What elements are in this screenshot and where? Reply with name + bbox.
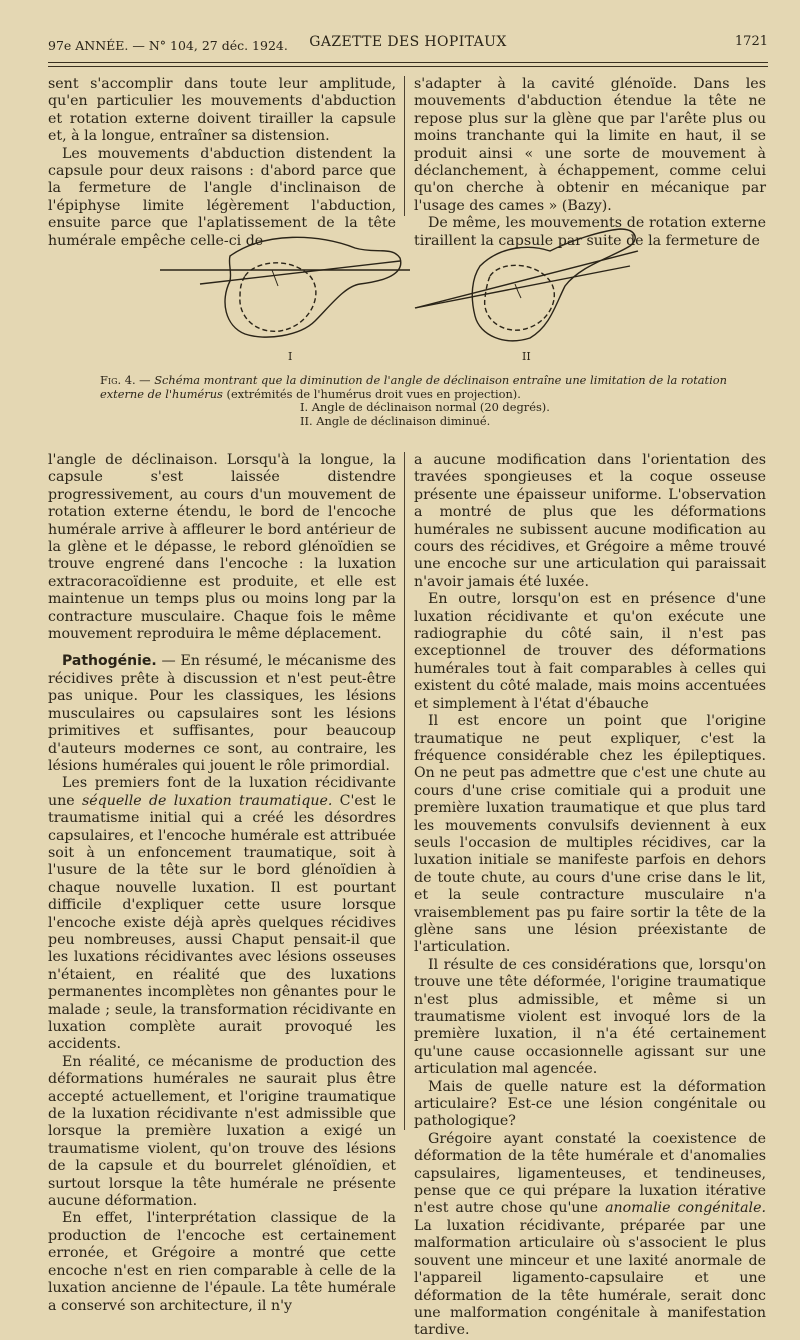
diagram-normal-angle: [160, 237, 410, 337]
bottom-right-column: [414, 452, 766, 1340]
diagram-reduced-angle: [415, 229, 638, 341]
paragraph: l'angle de déclinaison. Lorsqu'à la longue, la capsule s'est laissée distendre progressivement, au cours d'un mouvement de rotation externe étendu, le bord de l'encoche humérale arrive à affleurer le bord antérieur de la glène et le dépasse, le rebord glénoïdien se trouve engrené dans l'encoche : la luxation extracoracoïdienne est produite, et elle est maintenue un temps plus ou moins long par la contracture musculaire. Chaque fois le même mouvement reproduira le même déplacement.: [48, 452, 396, 643]
paragraph: Il est encore un point que l'origine traumatique ne peut expliquer, c'est la fréquence considérable chez les épileptiques. On ne peut pas admettre que c'est une chute au cours d'une crise comitiale qui a produit une première luxation traumatique et que plus tard les mouvements convulsifs deviennent à eux seuls l'occasion de multiples récidives, car la luxation initiale se manifeste parfois en dehors de toute chute, au cours d'une crise dans le lit, et la seule contracture musculaire n'a vraisemblement pas pu faire sortir la tête de la glène sans une lésion préexistante de l'articulation.: [414, 713, 766, 956]
paragraph: a aucune modification dans l'orientation des travées spongieuses et la coque osseuse présente une épaisseur uniforme. L'observation a montré de plus que les déformations humérales ne subissent aucune modification au cours des récidives, et Grégoire a même trouvé une encoche sur une articulation qui paraissait n'avoir jamais été luxée.: [414, 452, 766, 590]
column-divider: [404, 76, 405, 216]
text-run: La luxation récidivante, préparée par une malformation articulaire où s'associent le plus souvent une minceur et une laxité anormale de l'appareil ligamento-capsulaire et une déformation de la tête humérale, serait donc une malformation congénitale à manifestation tardive.: [414, 1217, 766, 1339]
top-left-column: [48, 76, 396, 250]
paragraph: De même, les mouvements de rotation externe tiraillent la capsule par suite de la fermeture de: [414, 215, 766, 249]
paragraph: Il résulte de ces considérations que, lorsqu'on trouve une tête déformée, l'origine traumatique n'est plus admissible, et même si un traumatisme violent est invoqué lors de la première luxation, il n'a été certainement qu'une cause occasionnelle agissant sur une articulation mal agencée.: [414, 956, 766, 1078]
figure-number: Fig. 4. —: [100, 373, 151, 387]
paragraph: s'adapter à la cavité glénoïde. Dans les mouvements d'abduction étendue la tête ne repose plus sur la glène que par l'arête plus ou moins tranchante qui la limite en haut, il se produit ainsi « une sorte de mouvement à déclanchement, à échappement, comme celui qu'on cherche à obtenir en mécanique par l'usage des cames » (Bazy).: [414, 76, 766, 214]
paragraph: [48, 775, 396, 1054]
caption-title: Schéma montrant que la diminution de l'angle de déclinaison entraîne une limitation de la rotation externe de l'humérus: [100, 373, 727, 401]
paragraph: Mais de quelle nature est la déformation articulaire? Est-ce une lésion congénitale ou pathologique?: [414, 1078, 766, 1130]
header-rule: [48, 62, 768, 63]
text-run: C'est le traumatisme initial qui a créé les désordres capsulaires, et l'encoche humérale est attribuée soit à un enfoncement traumatique, soit à l'usure de la tête sur le bord glénoïdien à chaque nouvelle luxation. Il est pourtant difficile d'expliquer cette usure lorsque l'encoche existe déjà après quelques récidives peu nombreuses, aussi Chaput pensait-il que les luxations récidivantes avec lésions osseuses n'étaient, en réalité que des luxations permanentes incomplètes non gênantes pour le malade ; seule, la transformation récidivante en luxation complète aurait provoqué les accidents.: [48, 792, 396, 1053]
column-divider: [404, 452, 405, 1130]
text-run: Les premiers font de la luxation récidivante une: [48, 775, 396, 809]
top-right-column: [414, 76, 766, 250]
header-rule-double: [48, 66, 768, 67]
section-text: — En résumé, le mécanisme des récidives prête à discussion et n'est peut-être pas unique. Pour les classiques, les lésions musculaires ou capsulaires sont les lésions primitives et suffisantes, pour beaucoup d'auteurs modernes ce sont, au contraire, les lésions humérales qui jouent le rôle primordial.: [48, 653, 397, 774]
section-heading: Pathogénie.: [62, 653, 157, 670]
page-number: 1721: [734, 34, 768, 49]
paragraph: En outre, lorsqu'on est en présence d'une luxation récidivante et qu'on exécute une radiographie du côté sain, il n'est pas exceptionnel de trouver des déformations humérales tout à fait comparables à celles qui existent du côté malade, mais moins accentuées et simplement à l'état d'ébauche: [414, 591, 766, 712]
emphasis: séquelle de luxation traumatique.: [81, 792, 333, 809]
diagram-label: II: [522, 350, 531, 363]
paragraph: Les mouvements d'abduction distendent la capsule pour deux raisons : d'abord parce que la fermeture de l'angle d'inclinaison de l'épiphyse limite légèrement l'abduction, ensuite parce que l'aplatissement de la tête humérale empêche celle-ci de: [48, 145, 396, 249]
section-paragraph: [48, 653, 396, 775]
text-run: Grégoire ayant constaté la coexistence de déformation de la tête humérale et d'anomalies capsulaires, ligamenteuses, et tendineuses, pense que ce qui prépare la luxation itérative n'est autre chose qu'une: [414, 1130, 766, 1217]
caption-legend-2: II. Angle de déclinaison diminué.: [300, 413, 491, 428]
bottom-left-column: [48, 452, 396, 1315]
paragraph: [414, 1131, 766, 1340]
paragraph: En réalité, ce mécanisme de production des déformations humérales ne saurait plus être accepté actuellement, et l'origine traumatique de la luxation récidivante n'est admissible que lorsque la première luxation a exigé un traumatisme violent, qu'on trouve des lésions de la capsule et du bourrelet glénoïdien, et surtout lorsque la tête humérale ne présente aucune déformation.: [48, 1053, 396, 1210]
diagram-label: I: [288, 350, 293, 363]
page-header: [48, 34, 768, 54]
humerus-diagram: [160, 226, 780, 371]
paragraph: sent s'accomplir dans toute leur amplitude, qu'en particulier les mouvements d'abduction et rotation externe doivent tirailler la capsule et, à la longue, entraîner sa distension.: [48, 76, 396, 145]
issue-info: 97e ANNÉE. — N° 104, 27 déc. 1924.: [48, 38, 288, 53]
paragraph: En effet, l'interprétation classique de la production de l'encoche est certainement erronée, et Grégoire a montré que cette encoche n'est en rien comparable à celle de la luxation ancienne de l'épaule. La tête humérale a conservé son architecture, il n'y: [48, 1210, 396, 1314]
journal-title: GAZETTE DES HOPITAUX: [309, 34, 507, 50]
caption-legend-1: I. Angle de déclinaison normal (20 degrés).: [300, 400, 550, 414]
figure-caption: [100, 374, 740, 428]
caption-note: (extrémités de l'humérus droit vues en projection).: [226, 386, 521, 401]
emphasis: anomalie congénitale.: [605, 1200, 766, 1217]
